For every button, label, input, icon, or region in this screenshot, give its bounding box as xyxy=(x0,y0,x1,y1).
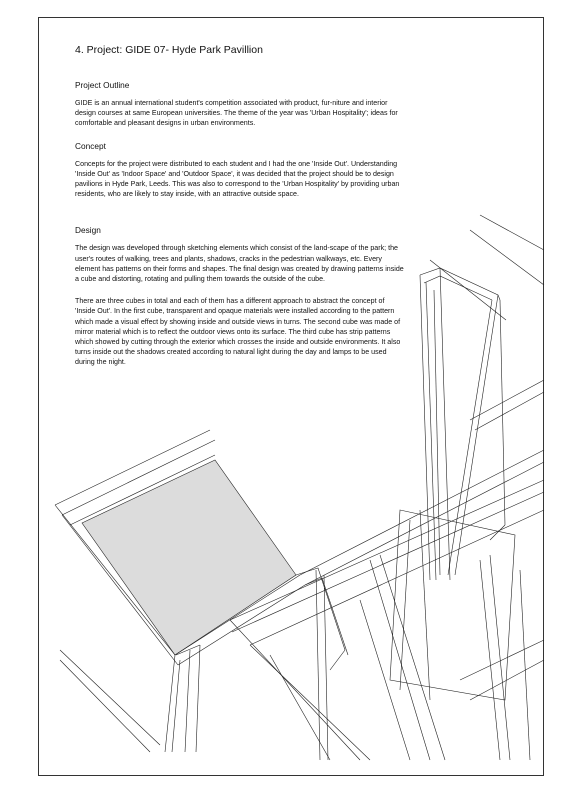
paragraph: Concepts for the project were distributed to each student and I had the one 'Inside Out'. Understanding 'Inside Out' as 'Indoor Space' and 'Outdoor Space', it was decided that the project should be to design pavilions in Hyde Park, Leeds. This was also to correspond to the 'Urban Hospitality' by providing urban residents, who are likely to stay inside, with an attractive outside space. xyxy=(75,159,400,199)
paragraph: There are three cubes in total and each of them has a different approach to abstract the concept of 'Inside Out'. In the first cube, transparent and opaque materials were installed according to the pattern which made a visual effect by showing inside and outside views in turns. The second cube was made of mirror material which is to reflect the outdoor views onto its surface. The third cube has strip patterns which showed by cutting through the exterior which crosses the inside and outside environments. It also turns inside out the shadows created according to natural light during the day and lamps to be used during the night. xyxy=(75,297,401,367)
section-heading-concept: Concept xyxy=(75,140,106,151)
document-text xyxy=(75,44,405,380)
paragraph: GIDE is an annual international student's competition associated with product, fur-niture and interior design courses at same European universities. The theme of the year was 'Urban Hospitality'; ideas for comfortable and pleasant designs in urban environments. xyxy=(75,99,398,128)
section-heading-project-outline: Project Outline xyxy=(75,80,130,90)
section-heading-design: Design xyxy=(75,225,101,236)
paragraph: The design was developed through sketching elements which consist of the land-scape of the park; the user's routes of walking, trees and plants, shadows, cracks in the pedestrian walkways, etc. Every element has patterns on their forms and shapes. The final design was created by drawing patterns inside a cube and distorting, rotating and pulling them towards the outside of the cube. xyxy=(75,244,404,284)
page-title: 4. Project: GIDE 07- Hyde Park Pavillion xyxy=(75,44,263,56)
